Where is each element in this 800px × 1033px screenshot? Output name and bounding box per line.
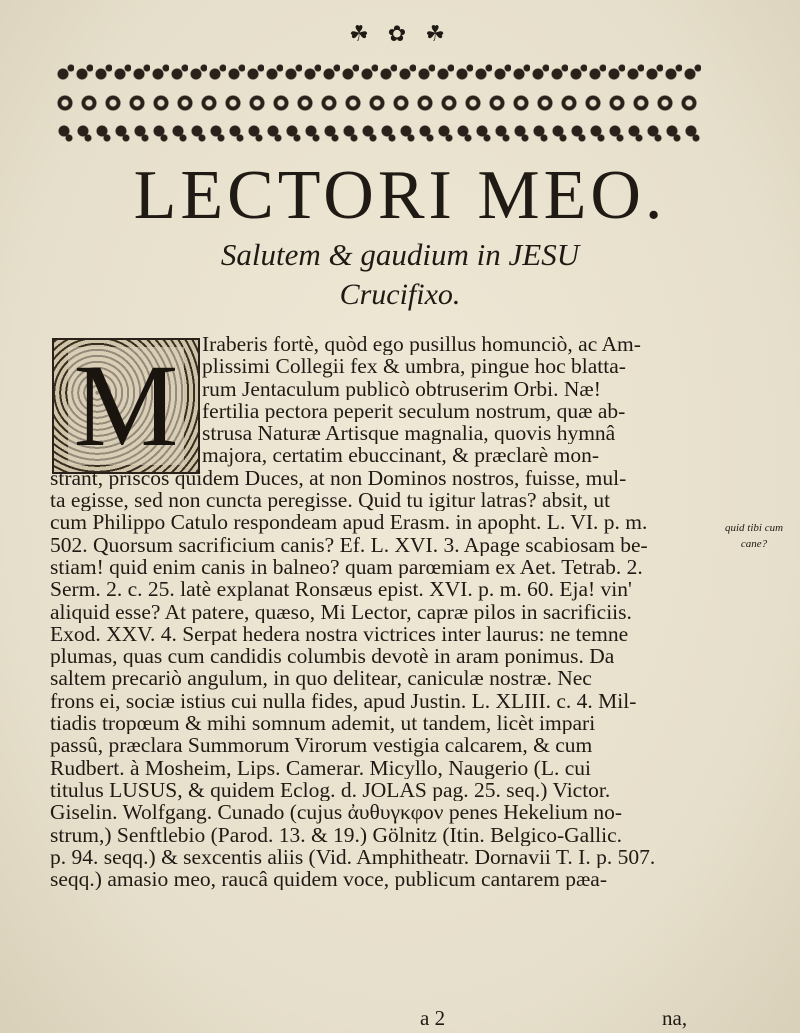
text-line: aliquid esse? At patere, quæso, Mi Lector, capræ pilos in sacrificiis. <box>50 600 632 623</box>
text-line: plumas, quas cum candidis columbis devotè in aram ponimus. Da <box>50 645 615 668</box>
initial-letter: M <box>68 347 185 465</box>
body-text <box>50 333 708 890</box>
text-line: tiadis tropœum & mihi somnum ademit, ut tandem, licèt impari <box>50 712 596 735</box>
text-line: strum,) Senftlebio (Parod. 13. & 19.) Gölnitz (Itin. Belgico-Gallic. <box>50 823 623 846</box>
text-line: Rudbert. à Mosheim, Lips. Camerar. Micyllo, Naugerio (L. cui <box>50 756 591 779</box>
top-ornament: ☘ ✿ ☘ <box>349 22 451 47</box>
text-line: stiam! quid enim canis in balneo? quam parœmiam ex Aet. Tetrab. 2. <box>50 555 643 579</box>
text-line: Exod. XXV. 4. Serpat hedera nostra victrices inter laurus: ne temne <box>50 622 629 646</box>
text-line: titulus LUSUS, & quidem Eclog. d. JOLAS pag. 25. seq.) Victor. <box>50 778 611 802</box>
ornamental-band-middle <box>55 92 703 114</box>
text-line: cum Philippo Catulo respondeam apud Erasm. in apopht. L. VI. p. m. <box>50 511 648 534</box>
text-line: p. 94. seqq.) & sexcentis aliis (Vid. Amphitheatr. Dornavii T. I. p. 507. <box>50 845 656 869</box>
signature-mark: a 2 <box>420 1006 446 1030</box>
text-line: fertilia pectora peperit seculum nostrum, quæ ab- <box>202 399 626 423</box>
page-subtitle-2: Crucifixo. <box>339 278 461 311</box>
text-line: Giselin. Wolfgang. Cunado (cujus ἀυθυγκφον penes Hekelium no- <box>50 801 623 824</box>
catchword: na, <box>662 1006 688 1030</box>
text-line: strusa Naturæ Artisque magnalia, quovis hymnâ <box>202 422 616 445</box>
text-line: plissimi Collegii fex & umbra, pingue hoc blatta- <box>202 355 626 378</box>
text-line: ta egisse, sed non cuncta peregisse. Quid tu igitur latras? absit, ut <box>50 489 611 512</box>
text-line: Serm. 2. c. 25. latè explanat Ronsæus epist. XVI. p. m. 60. Eja! vin' <box>50 578 632 601</box>
ornamental-band-top <box>55 60 703 88</box>
margin-note: quid tibi cum cane? <box>724 522 784 550</box>
text-line: strant, priscos quidem Duces, at non Dominos nostros, fuisse, mul- <box>50 466 627 490</box>
text-line: passû, præclara Summorum Virorum vestigia calcarem, & cum <box>50 734 593 757</box>
page-subtitle: Salutem & gaudium in JESU <box>220 237 580 272</box>
text-line: seqq.) amasio meo, raucâ quidem voce, publicum cantarem pæa- <box>50 868 608 891</box>
text-line: majora, certatim ebuccinant, & præclarè mon- <box>202 444 599 467</box>
ornamental-band-bottom <box>55 116 703 146</box>
text-line: saltem precariò angulum, in quo delitear, caniculæ nostræ. Nec <box>50 667 592 690</box>
text-line: rum Jentaculum publicò obtruserim Orbi. Næ! <box>202 377 601 400</box>
page-title: LECTORI MEO. <box>133 157 667 234</box>
text-line: Iraberis fortè, quòd ego pusillus homunciò, ac Am- <box>202 333 641 356</box>
text-line: 502. Quorsum sacrificium canis? Ef. L. XVI. 3. Apage scabiosam be- <box>50 533 648 556</box>
text-line: frons ei, sociæ istius cui nulla fides, apud Justin. L. XLIII. c. 4. Mil- <box>50 689 637 713</box>
